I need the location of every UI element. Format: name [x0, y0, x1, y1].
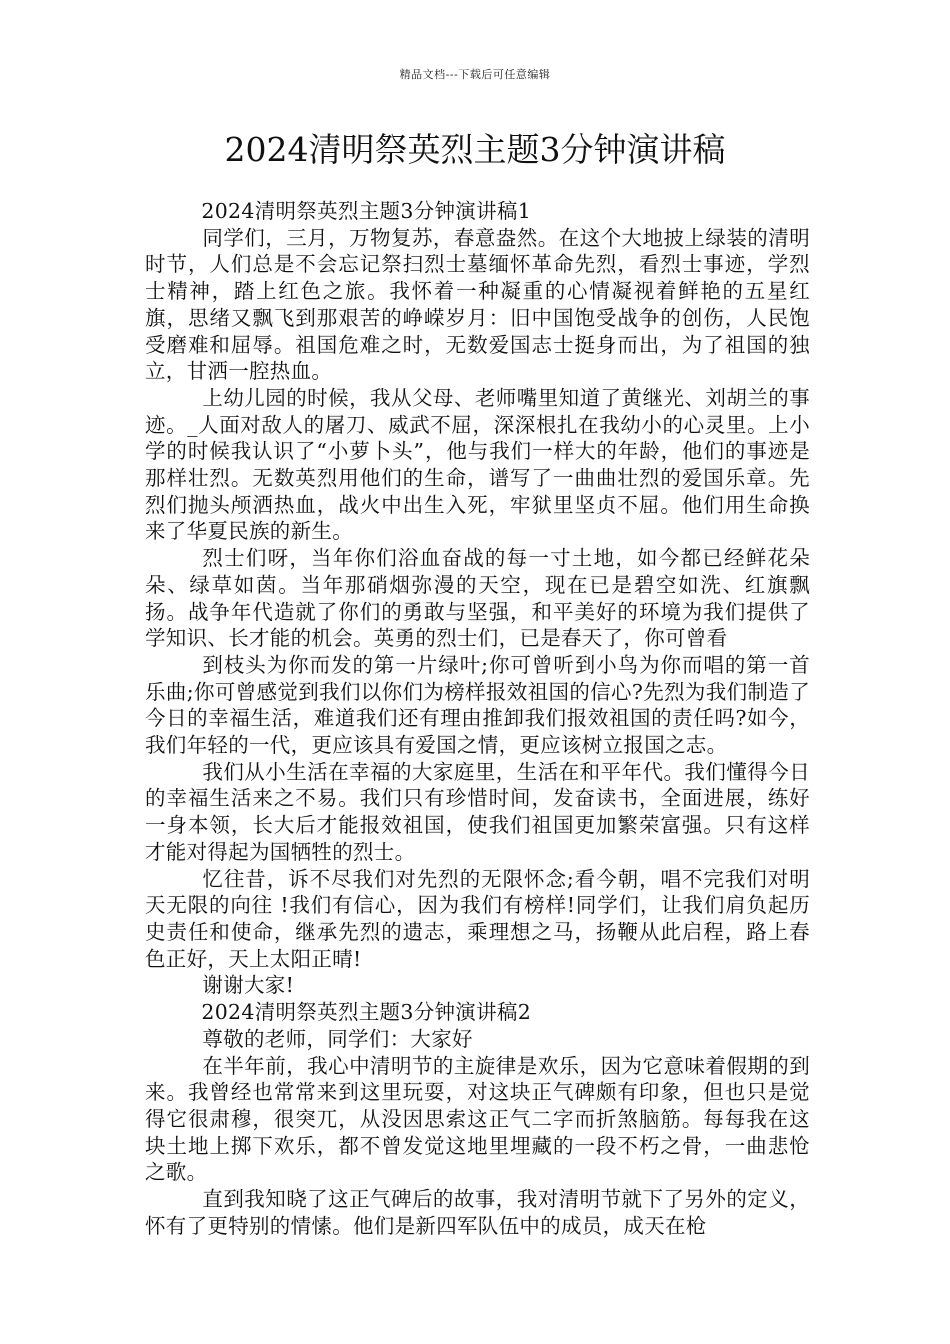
paragraph: 同学们，三月，万物复苏，春意盎然。在这个大地披上绿装的清明时节，人们总是不会忘记祭扫烈士墓缅怀革命先烈，看烈士事迹，学烈士精神，踏上红色之旅。我怀着一种凝重的心情凝视着鲜艳的五星红旗，思绪又飘飞到那艰苦的峥嵘岁月：旧中国饱受战争的创伤，人民饱受磨难和屈辱。祖国危难之时，无数爱国志士挺身而出，为了祖国的独立，甘洒一腔热血。 [145, 225, 810, 384]
section-heading-1: 2024清明祭英烈主题3分钟演讲稿1 [201, 199, 532, 223]
page-header: 精品文档---下载后可任意编辑 [399, 68, 551, 81]
closing-line: 谢谢大家! [202, 973, 295, 998]
paragraph: 直到我知晓了这正气碑后的故事，我对清明节就下了另外的定义，怀有了更特别的情愫。他们是新四军队伍中的成员，成天在枪 [145, 1187, 810, 1238]
paragraph: 烈士们呀，当年你们浴血奋战的每一寸土地，如今都已经鲜花朵朵、绿草如茵。当年那硝烟弥漫的天空，现在已是碧空如洗、红旗飘扬。战争年代造就了你们的勇敢与坚强，和平美好的环境为我们提供了学知识、长才能的机会。英勇的烈士们，已是春天了，你可曾看 [145, 546, 810, 651]
paragraph: 我们从小生活在幸福的大家庭里，生活在和平年代。我们懂得今日的幸福生活来之不易。我们只有珍惜时间，发奋读书，全面进展，练好一身本领，长大后才能报效祖国，使我们祖国更加繁荣富强。只有这样才能对得起为国牺牲的烈士。 [145, 759, 810, 864]
document-body [145, 198, 810, 1239]
paragraph: 在半年前，我心中清明节的主旋律是欢乐，因为它意味着假期的到来。我曾经也常常来到这里玩耍，对这块正气碑颇有印象，但也只是觉得它很肃穆，很突兀，从没因思索这正气二字而折煞脑筋。每每我在这块土地上掷下欢乐，都不曾发觉这地里埋藏的一段不朽之骨，一曲悲怆之歌。 [145, 1053, 810, 1185]
paragraph: 到枝头为你而发的第一片绿叶;你可曾听到小鸟为你而唱的第一首乐曲;你可曾感觉到我们以你们为榜样报效祖国的信心?先烈为我们制造了今日的幸福生活，难道我们还有理由推卸我们报效祖国的责任吗?如今，我们年轻的一代，更应该具有爱国之情，更应该树立报国之志。 [145, 652, 810, 758]
salutation: 尊敬的老师，同学们：大家好 [202, 1026, 473, 1051]
paragraph: 忆往昔，诉不尽我们对先烈的无限怀念;看今朝，唱不完我们对明天无限的向往 !我们有信心，因为我们有榜样!同学们，让我们肩负起历史责任和使命，继承先烈的遗志，乘理想之马，扬鞭从此启程，路上春色正好，天上太阳正晴! [145, 866, 810, 971]
section-heading-2: 2024清明祭英烈主题3分钟演讲稿2 [201, 1000, 532, 1025]
document-title: 2024清明祭英烈主题3分钟演讲稿 [224, 130, 726, 169]
paragraph: 上幼儿园的时候，我从父母、老师嘴里知道了黄继光、刘胡兰的事迹。_人面对敌人的屠刀、威武不屈，深深根扎在我幼小的心灵里。上小学的时候我认识了“小萝卜头”，他与我们一样大的年龄，他们的事迹是那样壮烈。无数英烈用他们的生命，谱写了一曲曲壮烈的爱国乐章。先烈们抛头颅洒热血，战火中出生入死，牢狱里坚贞不屈。他们用生命换来了华夏民族的新生。 [145, 385, 810, 544]
